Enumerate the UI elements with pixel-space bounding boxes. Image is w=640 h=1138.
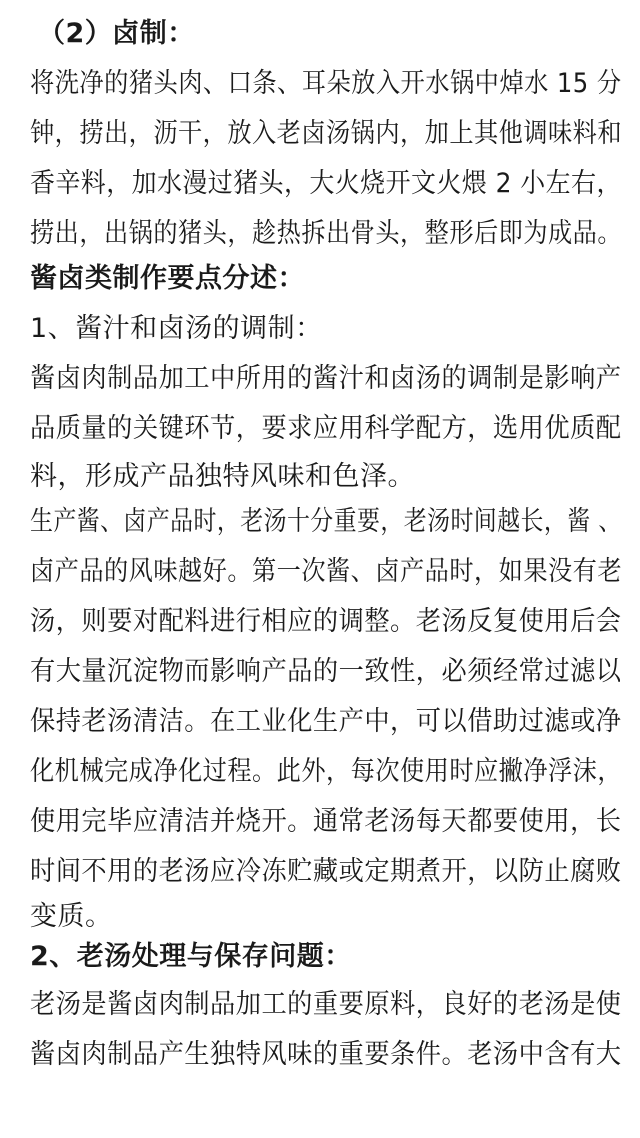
section-heading-lu-zhi: （2）卤制：: [38, 18, 195, 49]
paragraph-line: 酱卤肉制品加工中所用的酱汁和卤汤的调制是影响产: [30, 363, 622, 394]
paragraph-line: 保持老汤清洁。在工业化生产中，可以借助过滤或净: [30, 706, 622, 737]
paragraph-line: 钟，捞出，沥干，放入老卤汤锅内，加上其他调味料和: [30, 118, 623, 149]
paragraph-line: 变质。: [30, 901, 113, 932]
paragraph-line: 使用完毕应清洁并烧开。通常老汤每天都要使用，长: [30, 806, 622, 837]
paragraph-line: 化机械完成净化过程。此外，每次使用时应撇净浮沫，: [30, 756, 623, 787]
paragraph-line: 将洗净的猪头肉、口条、耳朵放入开水锅中焯水 15 分: [30, 68, 622, 99]
paragraph-line: 有大量沉淀物而影响产品的一致性，必须经常过滤以: [30, 656, 622, 687]
paragraph-line: 酱卤肉制品产生独特风味的重要条件。老汤中含有大: [30, 1039, 622, 1070]
subsection-heading-2: 2、老汤处理与保存问题：: [30, 941, 352, 972]
paragraph-line: 时间不用的老汤应冷冻贮藏或定期煮开，以防止腐败: [30, 856, 622, 887]
paragraph-line: 汤，则要对配料进行相应的调整。老汤反复使用后会: [30, 606, 622, 637]
paragraph-line: 品质量的关键环节，要求应用科学配方，选用优质配: [30, 413, 622, 444]
subsection-heading-1: 1、酱汁和卤汤的调制：: [30, 313, 323, 344]
paragraph-line: 卤产品的风味越好。第一次酱、卤产品时，如果没有老: [30, 556, 623, 587]
paragraph-line: 捞出，出锅的猪头，趁热拆出骨头，整形后即为成品。: [30, 218, 623, 249]
paragraph-line: 生产酱、卤产品时，老汤十分重要，老汤时间越长，酱 、: [30, 506, 622, 537]
paragraph-line: 香辛料，加水漫过猪头，大火烧开文火煨 2 小左右，: [30, 168, 622, 199]
paragraph-line: 老汤是酱卤肉制品加工的重要原料，良好的老汤是使: [30, 989, 622, 1020]
paragraph-line: 料，形成产品独特风味和色泽。: [30, 461, 415, 492]
section-heading-jiang-lu: 酱卤类制作要点分述：: [30, 263, 305, 294]
